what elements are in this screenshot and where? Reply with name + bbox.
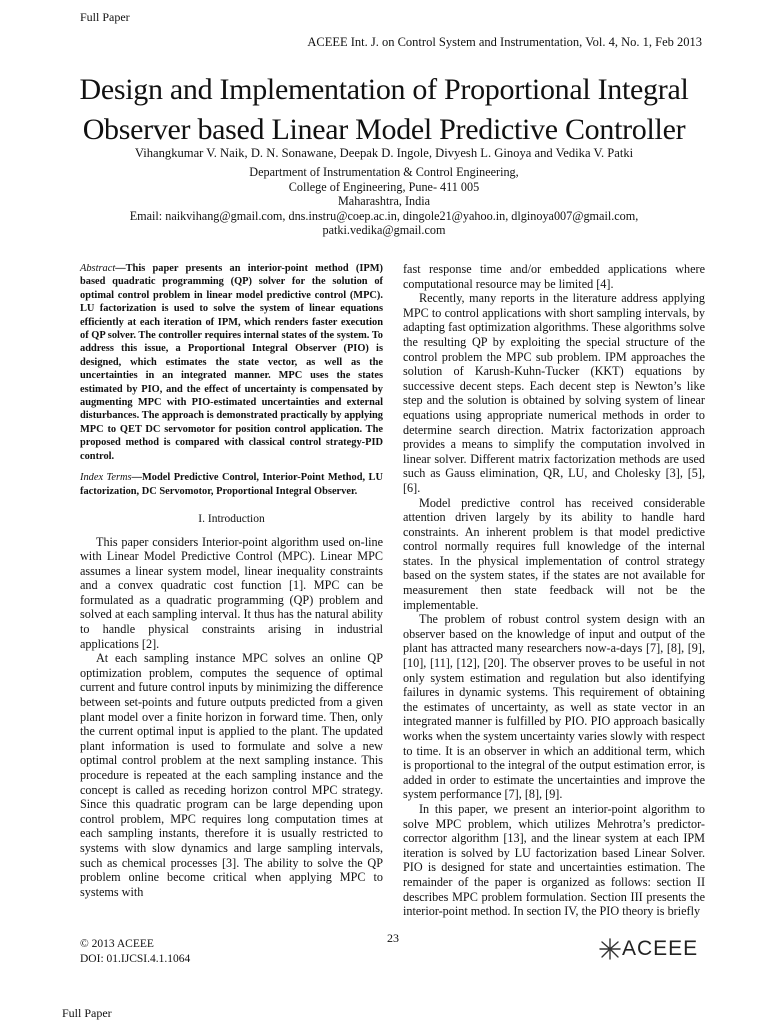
body-paragraph: The problem of robust control system design with an observer based on the knowledge of input and output of the plant has attracted many researchers now-a-days [7], [8], [9], [10], [11], [12], [20]. The observer proves to be useful in not only system estimation and regulation but also identifying failures in dynamic systems. This requirement of obtaining the estimates of uncertainty, as well as state vector in an integrated manner is fulfilled by PIO. PIO approach basically works when the system uncertainty varies slowly with respect to time. It is an observer in which an additional term, which is proportional to the integral of the output estimation error, is added in order to estimate the uncertainties and improve the system performance [7], [8], [9]. — [403, 612, 705, 802]
header-journal-citation: ACEEE Int. J. on Control System and Instrumentation, Vol. 4, No. 1, Feb 2013 — [307, 35, 702, 49]
star-burst-icon — [598, 937, 622, 961]
aceee-logo — [598, 937, 698, 961]
page-number: 23 — [387, 931, 399, 945]
abstract — [80, 262, 383, 463]
logo-wordmark: ACEEE — [622, 937, 699, 960]
affiliation-emails-cont: patki.vedika@gmail.com — [322, 223, 446, 238]
paper-title — [40, 70, 728, 150]
body-paragraph: This paper considers Interior-point algorithm used on-line with Linear Model Predictive Control (MPC). Linear MPC assumes a linear system model, linear inequality constraints and a convex quadratic cost function [1]. MPC can be formulated as a quadratic programming (QP) problem and solved at each sampling interval. It thus has the natural ability to handle physical constraints arising in industrial applications [2]. — [80, 534, 383, 651]
paper-title-line-2: Observer based Linear Model Predictive Controller — [82, 113, 686, 146]
left-column — [80, 262, 383, 899]
author-list: Vihangkumar V. Naik, D. N. Sonawane, Deepak D. Ingole, Divyesh L. Ginoya and Vedika V. Patki — [134, 146, 634, 160]
index-terms-lead: Index Terms — [80, 472, 132, 484]
affiliation-location: Maharashtra, India — [337, 194, 431, 209]
affiliation-department: Department of Instrumentation & Control Engineering, — [249, 165, 519, 179]
footer-publication-info — [80, 937, 190, 967]
abstract-lead: Abstract — [80, 263, 116, 274]
right-column — [403, 262, 705, 919]
body-paragraph: Model predictive control has received considerable attention driven largely by its ability to handle hard constraints. An inherent problem is that model predictive control normally requires full knowledge of the internal states. In the physical implementation of control strategy based on the system states, if the states are not available for measurement then state feedback will not be the implementable. — [403, 495, 705, 612]
bottom-paper-type-label: Full Paper — [62, 1006, 112, 1020]
paper-title-line-1: Design and Implementation of Proportional Integral — [79, 73, 689, 106]
abstract-text: —This paper presents an interior-point method (IPM) based quadratic programming (QP) solver for the solution of optimal control problem in linear model predictive control (MPC). LU factorization is used to solve the system of linear equations efficiently at each iteration of IPM, which renders faster execution of QP solver. The controller requires internal states of the system. To address this issue, a Proportional Integral Observer (PIO) is designed, which estimates the state vector, as well as the uncertainties in an integrated manner. MPC uses the states estimated by PIO, and the effect of uncertainty is compensated by augmenting MPC with PIO-estimated uncertainties and external disturbances. The approach is demonstrated practically by applying MPC to QET DC servomotor for position control application. The proposed method is compared with classical control strategy-PID control. — [80, 263, 383, 462]
affiliation-emails: Email: naikvihang@gmail.com, dns.instru@coep.ac.in, dingole21@yahoo.in, dlginoya007@gmail.com, — [129, 208, 639, 223]
affiliation-block — [40, 165, 728, 238]
index-terms — [80, 471, 383, 498]
body-paragraph: Recently, many reports in the literature address applying MPC to control applications with short sampling intervals, by adapting fast optimization algorithms. These algorithms solve the resulting QP by exploiting the special structure of the control problem the MPC sub problem. IPM approaches the solution of Karush-Kuhn-Tucker (KKT) equations by successive decent steps. Each decent step is Newton’s like step and the solution is obtained by solving system of linear equations using appropriate numerical methods in order to determine search direction. Matrix factorization approach provides a means to simplify the computation involved in linear solver. Different matrix factorization methods are used such as Gauss elimination, QR, LU, and Cholesky [3], [5], [6]. — [403, 291, 705, 495]
index-terms-text: —Model Predictive Control, Interior-Point Method, LU factorization, DC Servomotor, Proportional Integral Observer. — [80, 472, 383, 497]
body-paragraph: In this paper, we present an interior-point algorithm to solve MPC problem, which utilizes Mehrotra’s predictor-corrector algorithm [13], and the linear system at each IPM iteration is solved by LU factorization based Linear Solver. PIO is designed for state and uncertainties estimation. The remainder of the paper is organized as follows: section II describes MPC problem formulation. Section III presents the interior-point method. In section IV, the PIO theory is briefly — [403, 801, 705, 919]
body-paragraph: At each sampling instance MPC solves an online QP optimization problem, computes the sequence of optimal current and future control inputs by minimizing the difference between set-points and future outputs predicted from a given plant model over a finite horizon in forward time. Then, only the current optimal input is applied to the plant. The updated plant information is used to formulate and solve a new optimal control problem at the next sampling instance. This procedure is repeated at the each sampling instance and the concept is called as receding horizon control MPC strategy. Since this quadratic program can be large depending upon control problem, MPC requires long computation times at each sampling instants, therefore it is usually restricted to systems with slow dynamics and large sampling intervals, such as chemical processes [3]. The ability to solve the QP problem online become critical when applying MPC to systems with — [80, 651, 383, 899]
header-paper-type: Full Paper — [80, 10, 130, 24]
footer-doi: DOI: 01.IJCSI.4.1.1064 — [80, 953, 191, 965]
affiliation-college: College of Engineering, Pune- 411 005 — [288, 179, 480, 194]
footer-copyright: © 2013 ACEEE — [80, 938, 154, 950]
body-paragraph: fast response time and/or embedded applications where computational resource may be limited [4]. — [403, 262, 705, 291]
section-heading-introduction: I. Introduction — [198, 512, 265, 525]
